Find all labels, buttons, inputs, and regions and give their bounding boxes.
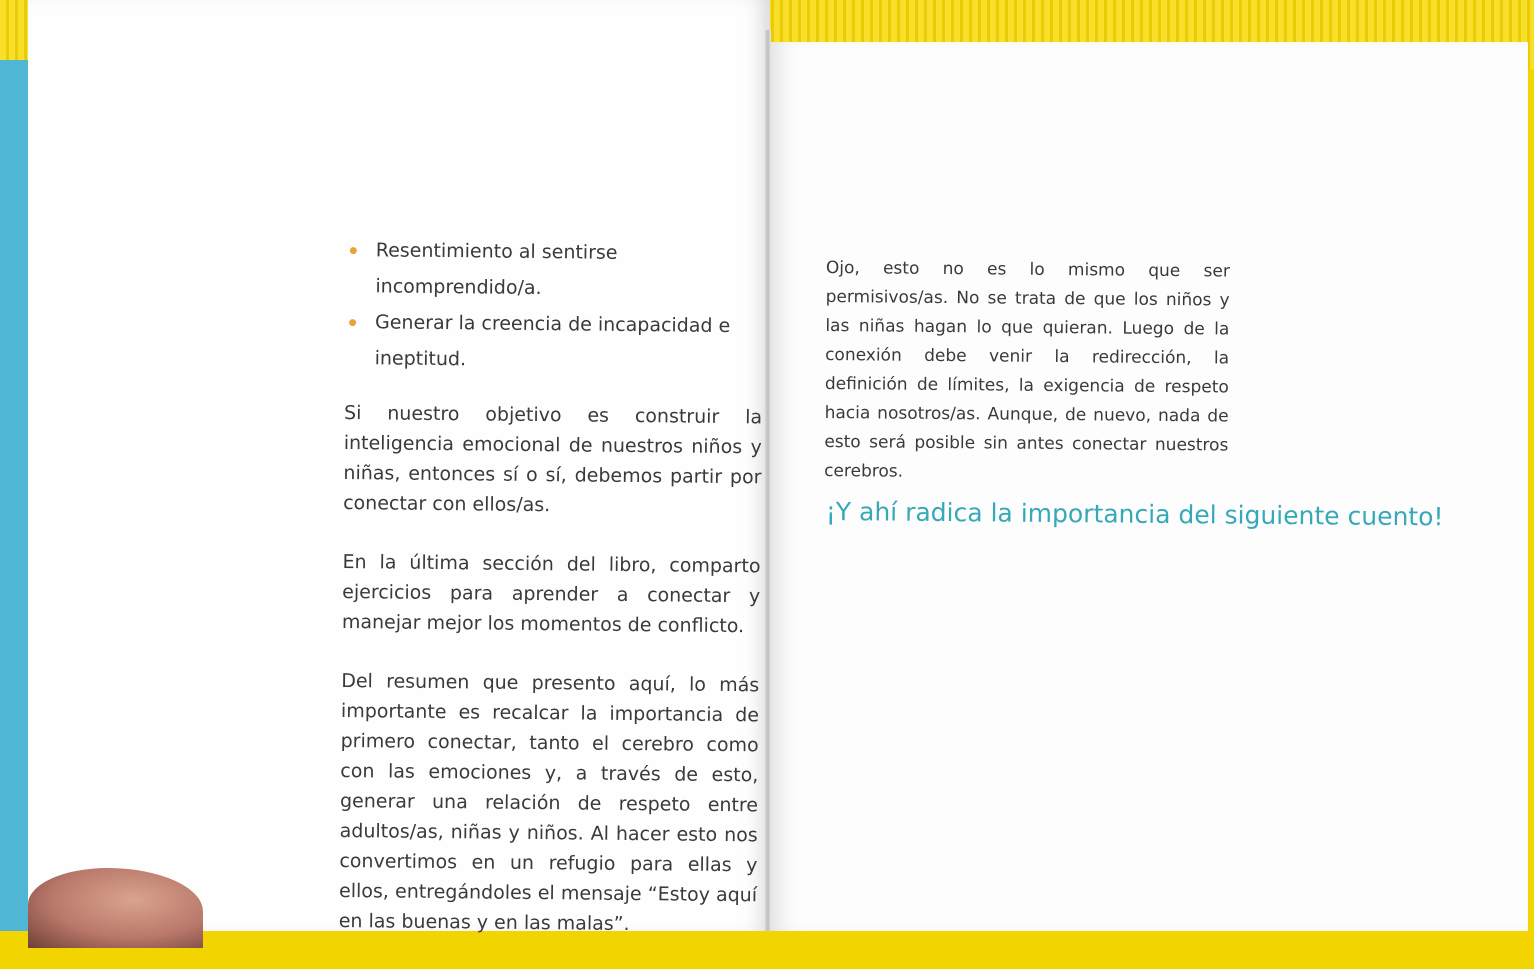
paragraph-last-section: En la última sección del libro, comparto ejercicios para aprender a conectar y manejar mejor los momentos de conflicto. <box>341 550 761 638</box>
left-page-text <box>338 232 764 969</box>
paragraph-summary: Del resumen que presento aquí, lo más importante es recalcar la importancia de primero conectar, tanto el cerebro como con las emociones y, a través de esto, generar una relación de respeto entre adultos/as, niñas y niños. Al hacer esto nos convertimos en un refugio para ellas y ellos, entregándoles el mensaje “Estoy aquí en las buenas y en las malas”. <box>338 669 760 936</box>
highlight-sentence: ¡Y ahí radica la importancia del siguiente cuento! <box>825 496 1444 532</box>
bullet-list <box>344 232 763 380</box>
bullet-item <box>344 304 763 380</box>
open-book <box>28 0 1528 931</box>
book-gutter <box>765 30 771 931</box>
paragraph-objective: Si nuestro objetivo es construir la inteligencia emocional de nuestros niños y niñas, entonces sí o sí, debemos partir por conectar con ellos/as. <box>343 401 763 517</box>
paragraph-permissive: Ojo, esto no es lo mismo que ser permisivos/as. No se trata de que los niños y las niñas hagan lo que quieran. Luego de la conexión debe venir la redirección, la definición de límites, la exigencia de respeto hacia nosotros/as. Aunque, de nuevo, nada de esto será posible sin antes conectar nuestros cerebros. <box>824 257 1230 482</box>
bullet-text: Generar la creencia de incapacidad e ineptitud. <box>374 311 731 371</box>
bullet-dot-icon <box>350 247 357 254</box>
bullet-item <box>345 232 764 308</box>
bullet-dot-icon <box>349 319 356 326</box>
bullet-text: Resentimiento al sentirse incomprendido/a. <box>375 239 618 300</box>
right-page-text <box>824 254 1230 490</box>
